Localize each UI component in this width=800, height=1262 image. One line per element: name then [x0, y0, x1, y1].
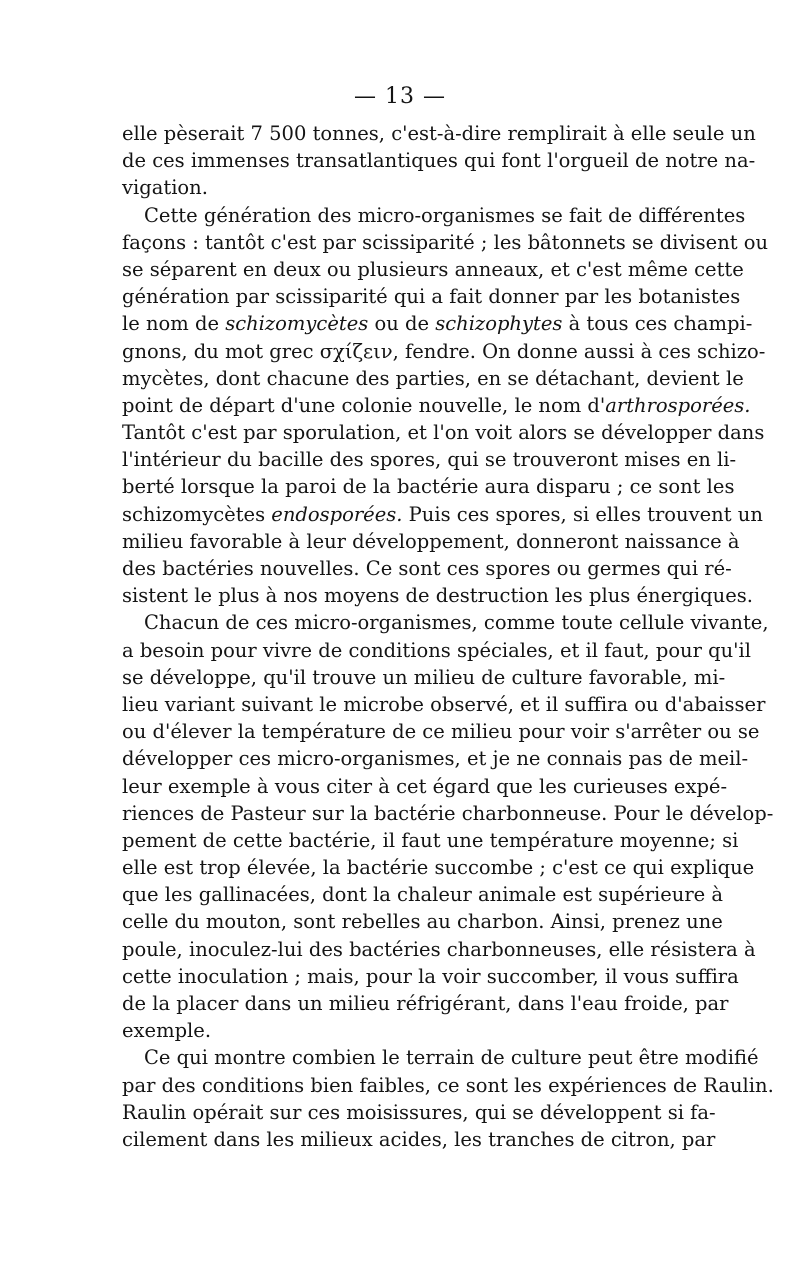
page-number: — 13 —	[354, 84, 446, 109]
text-segment: cilement dans les milieux acides, les tranches de citron, par	[122, 1127, 716, 1151]
text-line	[122, 338, 766, 365]
text-line	[122, 1099, 716, 1126]
text-segment: vigation.	[122, 176, 208, 200]
text-line	[122, 854, 755, 881]
text-line	[122, 419, 765, 446]
text-segment: schizomycètes	[122, 502, 272, 526]
text-line	[122, 963, 739, 990]
text-line	[122, 1044, 759, 1071]
text-line	[122, 473, 735, 500]
text-line	[122, 528, 740, 555]
text-line	[122, 229, 769, 256]
text-segment: façons : tantôt c'est par scissiparité ; les bâtonnets se divisent ou	[122, 230, 769, 254]
text-segment: cette inoculation ; mais, pour la voir succomber, il vous suffira	[122, 964, 739, 988]
text-line	[122, 582, 753, 609]
italic-term: schizophytes	[435, 312, 563, 336]
text-segment: de la placer dans un milieu réfrigérant, dans l'eau froide, par	[122, 992, 729, 1015]
body-text	[122, 120, 774, 1153]
text-line	[122, 392, 751, 419]
text-segment: de ces immenses transatlantiques qui font l'orgueil de notre na-	[122, 149, 756, 173]
text-segment: celle du mouton, sont rebelles au charbon. Ainsi, prenez une	[122, 910, 723, 934]
text-line	[122, 283, 741, 310]
text-line	[122, 990, 729, 1017]
text-segment: Raulin opérait sur ces moisissures, qui se développent si fa-	[122, 1100, 716, 1124]
text-line	[122, 773, 728, 800]
text-line	[122, 555, 732, 582]
text-segment: gnons, du mot grec σχίζειν, fendre. On donne aussi à ces schizo-	[122, 339, 766, 363]
text-line	[122, 609, 769, 636]
text-segment: Puis ces spores, si elles trouvent un	[402, 502, 763, 526]
italic-term: endosporées.	[271, 502, 403, 526]
text-segment: lieu variant suivant le microbe observé, et il suffira ou d'abaisser	[122, 692, 766, 716]
text-segment: l'intérieur du bacille des spores, qui se trouveront mises en li-	[122, 448, 737, 472]
text-line	[122, 936, 756, 963]
text-segment: génération par scissiparité qui a fait donner par les botanistes	[122, 285, 741, 309]
text-segment: exemple.	[122, 1019, 212, 1043]
text-segment: Tantôt c'est par sporulation, et l'on voit alors se développer dans	[122, 421, 765, 445]
text-line	[122, 1126, 716, 1153]
text-line	[122, 310, 753, 337]
text-segment: ou de	[368, 312, 436, 336]
text-line	[122, 664, 726, 691]
text-line	[122, 827, 739, 854]
text-segment: leur exemple à vous citer à cet égard que les curieuses expé-	[122, 774, 728, 798]
text-segment: berté lorsque la paroi de la bactérie aura disparu ; ce sont les	[122, 475, 735, 499]
text-segment: mycètes, dont chacune des parties, en se détachant, devient le	[122, 366, 744, 390]
text-segment: Chacun de ces micro-organismes, comme toute cellule vivante,	[144, 611, 769, 635]
text-line	[122, 908, 723, 935]
text-segment: ou d'élever la température de ce milieu pour voir s'arrêter ou se	[122, 720, 760, 744]
text-segment: poule, inoculez-lui des bactéries charbonneuses, elle résistera à	[122, 937, 756, 961]
text-segment: le nom de	[122, 312, 226, 336]
text-segment: Ce qui montre combien le terrain de culture peut être modifié	[144, 1046, 759, 1070]
text-segment: sistent le plus à nos moyens de destruction les plus énergiques.	[122, 584, 753, 608]
text-segment: elle est trop élevée, la bactérie succombe ; c'est ce qui explique	[122, 856, 755, 880]
text-line	[122, 120, 756, 147]
text-line	[122, 256, 744, 283]
italic-term: schizomycètes	[225, 312, 369, 336]
text-segment: milieu favorable à leur développement, donneront naissance à	[122, 529, 740, 553]
text-segment: des bactéries nouvelles. Ce sont ces spores ou germes qui ré-	[122, 557, 732, 580]
text-line	[122, 501, 763, 528]
text-line	[122, 637, 752, 664]
text-line	[122, 718, 760, 745]
text-segment: se développe, qu'il trouve un milieu de culture favorable, mi-	[122, 665, 726, 689]
text-segment: pement de cette bactérie, il faut une température moyenne; si	[122, 828, 739, 852]
text-line	[122, 174, 678, 201]
text-segment: se séparent en deux ou plusieurs anneaux, et c'est même cette	[122, 257, 744, 281]
text-segment: par des conditions bien faibles, ce sont les expériences de Raulin.	[122, 1073, 774, 1097]
text-segment: développer ces micro-organismes, et je ne connais pas de meil-	[122, 747, 749, 771]
text-segment: point de départ d'une colonie nouvelle, le nom d'	[122, 393, 606, 417]
text-line	[122, 446, 737, 473]
text-line	[122, 147, 756, 174]
italic-term: arthrosporées.	[605, 393, 751, 417]
text-line	[122, 800, 774, 827]
text-line	[122, 365, 744, 392]
text-segment: que les gallinacées, dont la chaleur animale est supérieure à	[122, 883, 724, 907]
text-line	[122, 1017, 678, 1044]
text-segment: elle pèserait 7 500 tonnes, c'est-à-dire remplirait à elle seule un	[122, 122, 756, 145]
text-segment: a besoin pour vivre de conditions spéciales, et il faut, pour qu'il	[122, 638, 752, 662]
text-line	[122, 881, 724, 908]
text-segment: Cette génération des micro-organismes se fait de différentes	[144, 203, 746, 227]
text-line	[122, 1072, 774, 1099]
text-line	[122, 691, 766, 718]
text-line	[122, 202, 746, 229]
text-segment: riences de Pasteur sur la bactérie charbonneuse. Pour le dévelop-	[122, 801, 774, 825]
text-segment: à tous ces champi-	[562, 312, 753, 336]
text-line	[122, 745, 749, 772]
